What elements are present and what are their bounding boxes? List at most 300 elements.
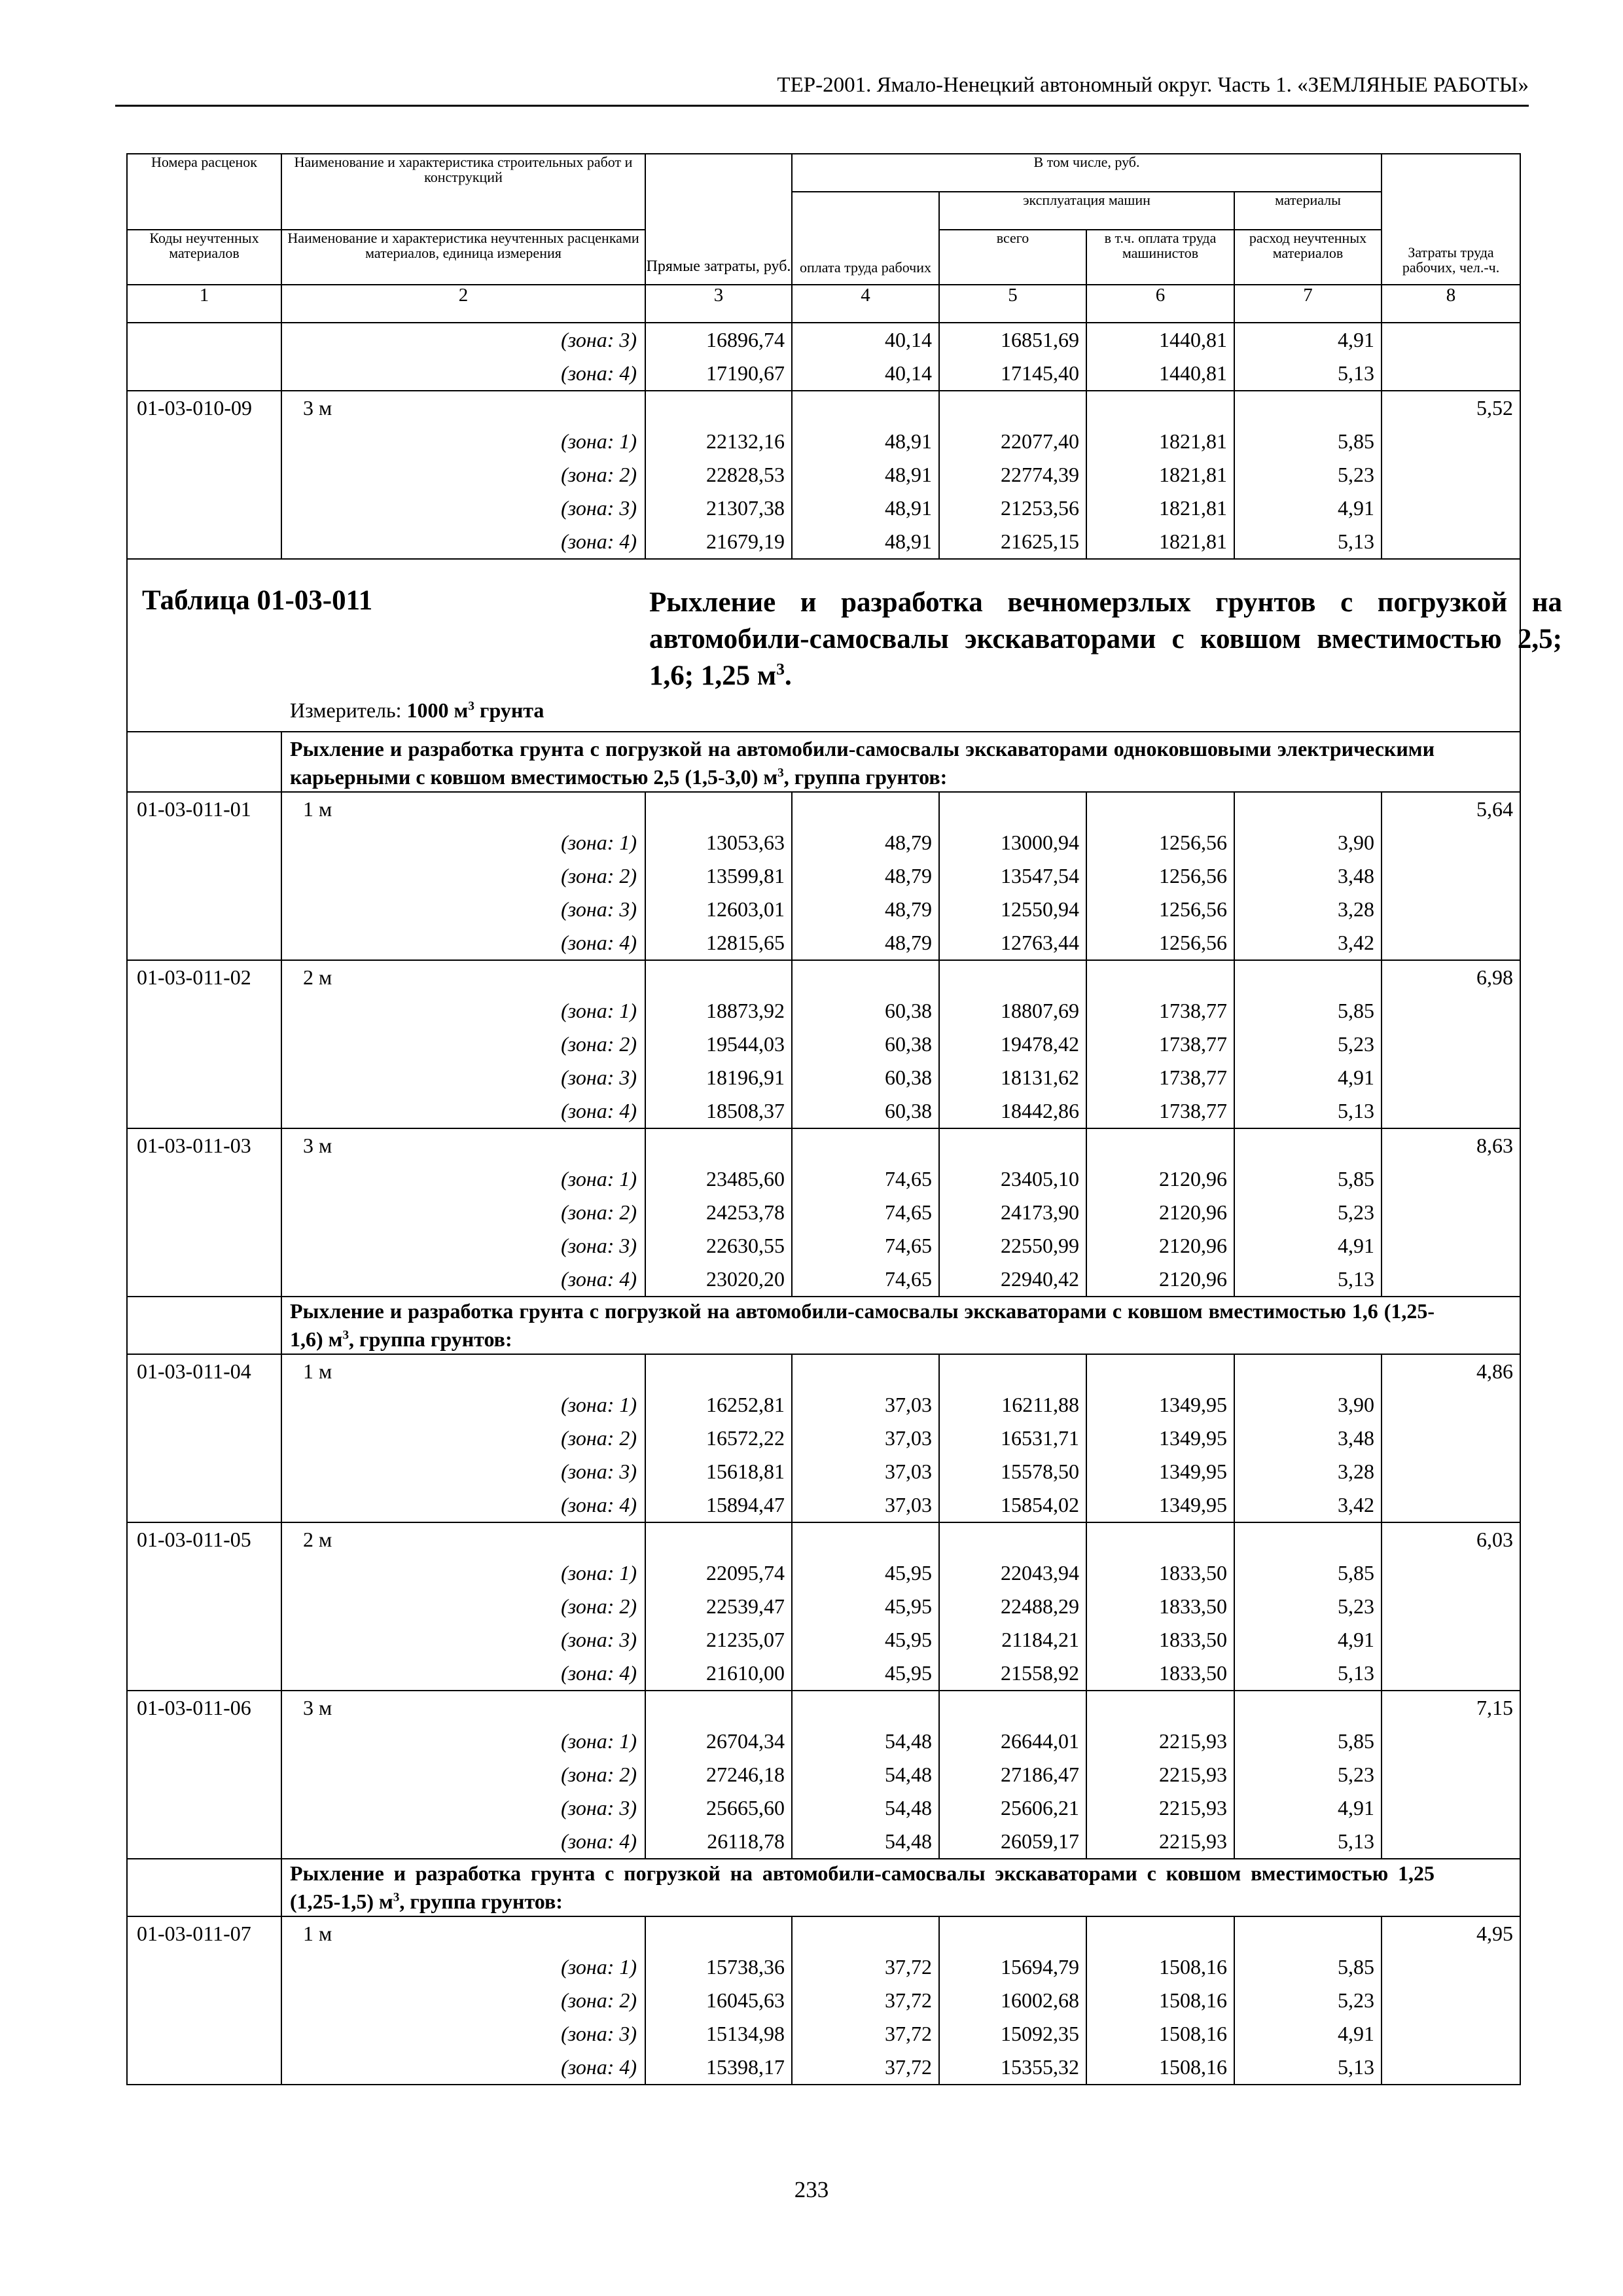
empty-cell bbox=[792, 1128, 939, 1162]
rate-code-cell bbox=[127, 1061, 281, 1094]
materials-value: 5,85 bbox=[1234, 994, 1382, 1028]
materials-value: 5,85 bbox=[1234, 1950, 1382, 1984]
labor-pay-value: 48,79 bbox=[792, 893, 939, 926]
materials-value: 3,90 bbox=[1234, 1388, 1382, 1422]
table-header bbox=[127, 154, 1520, 323]
direct-costs-value: 21679,19 bbox=[645, 525, 792, 559]
empty-cell bbox=[939, 1691, 1086, 1725]
rate-code-cell bbox=[127, 826, 281, 859]
machines-total-value: 18807,69 bbox=[939, 994, 1086, 1028]
materials-value: 4,91 bbox=[1234, 492, 1382, 525]
labor-pay-value: 37,72 bbox=[792, 2051, 939, 2085]
machines-total-value: 24173,90 bbox=[939, 1196, 1086, 1229]
empty-cell bbox=[1234, 1691, 1382, 1725]
machinists-pay-value: 1349,95 bbox=[1086, 1488, 1234, 1522]
direct-costs-value: 18873,92 bbox=[645, 994, 792, 1028]
direct-costs-value: 23020,20 bbox=[645, 1263, 792, 1297]
rate-code: 01-03-011-02 bbox=[127, 960, 281, 994]
direct-costs-value: 21610,00 bbox=[645, 1657, 792, 1691]
rate-code-cell bbox=[127, 2017, 281, 2051]
materials-value: 5,85 bbox=[1234, 1725, 1382, 1758]
table-row bbox=[127, 425, 1520, 458]
machines-total-value: 22043,94 bbox=[939, 1556, 1086, 1590]
column-number: 2 bbox=[281, 285, 645, 323]
zone-label: (зона: 2) bbox=[281, 859, 645, 893]
labor-pay-value: 45,95 bbox=[792, 1657, 939, 1691]
machinists-pay-value: 1738,77 bbox=[1086, 1028, 1234, 1061]
rate-code: 01-03-011-06 bbox=[127, 1691, 281, 1725]
machines-total-value: 18131,62 bbox=[939, 1061, 1086, 1094]
machinists-pay-value: 1349,95 bbox=[1086, 1455, 1234, 1488]
materials-value: 5,13 bbox=[1234, 357, 1382, 391]
direct-costs-value: 12603,01 bbox=[645, 893, 792, 926]
labor-pay-value: 48,79 bbox=[792, 859, 939, 893]
labor-hours-cell bbox=[1382, 926, 1520, 960]
materials-value: 5,23 bbox=[1234, 1590, 1382, 1623]
machinists-pay-value: 1833,50 bbox=[1086, 1623, 1234, 1657]
header-rate-numbers: Номера расценок bbox=[127, 154, 281, 230]
empty-cell bbox=[1086, 1354, 1234, 1388]
rate-code-cell bbox=[127, 1229, 281, 1263]
direct-costs-value: 23485,60 bbox=[645, 1162, 792, 1196]
materials-value: 5,23 bbox=[1234, 458, 1382, 492]
rate-code-cell bbox=[127, 1725, 281, 1758]
machines-total-value: 21184,21 bbox=[939, 1623, 1086, 1657]
machines-total-value: 15854,02 bbox=[939, 1488, 1086, 1522]
empty-cell bbox=[939, 960, 1086, 994]
materials-value: 4,91 bbox=[1234, 1061, 1382, 1094]
machinists-pay-value: 1508,16 bbox=[1086, 1950, 1234, 1984]
table-row bbox=[127, 826, 1520, 859]
section-text-end: , группа грунтов: bbox=[399, 1890, 563, 1913]
machinists-pay-value: 1833,50 bbox=[1086, 1657, 1234, 1691]
zone-label: (зона: 3) bbox=[281, 1455, 645, 1488]
machinists-pay-value: 2120,96 bbox=[1086, 1162, 1234, 1196]
labor-pay-value: 74,65 bbox=[792, 1229, 939, 1263]
table-row bbox=[127, 1388, 1520, 1422]
labor-hours-cell bbox=[1382, 1028, 1520, 1061]
running-head: ТЕР-2001. Ямало-Ненецкий автономный округ. Часть 1. «ЗЕМЛЯНЫЕ РАБОТЫ» bbox=[777, 73, 1529, 97]
empty-cell bbox=[645, 1522, 792, 1556]
table-title-sup: 3 bbox=[776, 659, 785, 679]
section-text-cell bbox=[281, 1297, 1520, 1354]
zone-label: (зона: 3) bbox=[281, 2017, 645, 2051]
direct-costs-value: 15618,81 bbox=[645, 1455, 792, 1488]
machines-total-value: 25606,21 bbox=[939, 1791, 1086, 1825]
table-id: Таблица 01-03-011 bbox=[142, 585, 373, 616]
machines-total-value: 15694,79 bbox=[939, 1950, 1086, 1984]
direct-costs-value: 21307,38 bbox=[645, 492, 792, 525]
materials-value: 5,23 bbox=[1234, 1984, 1382, 2017]
direct-costs-value: 22630,55 bbox=[645, 1229, 792, 1263]
page-number: 233 bbox=[794, 2177, 829, 2202]
rate-code-cell bbox=[127, 1950, 281, 1984]
empty-cell bbox=[939, 1522, 1086, 1556]
rate-name: 3 м bbox=[281, 1691, 645, 1725]
direct-costs-value: 24253,78 bbox=[645, 1196, 792, 1229]
zone-label: (зона: 1) bbox=[281, 1950, 645, 1984]
rate-name: 3 м bbox=[281, 1128, 645, 1162]
labor-pay-value: 54,48 bbox=[792, 1725, 939, 1758]
table-row bbox=[127, 893, 1520, 926]
empty-cell bbox=[1086, 960, 1234, 994]
labor-pay-value: 48,91 bbox=[792, 458, 939, 492]
section-text: Рыхление и разработка грунта с погрузкой на автомобили-самосвалы экскаваторами с ковшом вместимостью 1,6 (1,25-1,6) м bbox=[290, 1299, 1435, 1351]
rate-code-cell bbox=[127, 1422, 281, 1455]
rate-code-cell bbox=[127, 1028, 281, 1061]
table-row bbox=[127, 1984, 1520, 2017]
direct-costs-value: 19544,03 bbox=[645, 1028, 792, 1061]
machines-total-value: 18442,86 bbox=[939, 1094, 1086, 1128]
machines-total-value: 21558,92 bbox=[939, 1657, 1086, 1691]
rate-name: 1 м bbox=[281, 792, 645, 826]
table-row bbox=[127, 1229, 1520, 1263]
empty-cell bbox=[939, 391, 1086, 425]
empty-cell bbox=[1086, 1128, 1234, 1162]
labor-pay-value: 45,95 bbox=[792, 1623, 939, 1657]
section-description bbox=[282, 1859, 1520, 1916]
labor-pay-value: 48,91 bbox=[792, 525, 939, 559]
materials-value: 4,91 bbox=[1234, 1791, 1382, 1825]
machinists-pay-value: 2120,96 bbox=[1086, 1229, 1234, 1263]
header-including: В том числе, руб. bbox=[792, 154, 1382, 192]
zone-label: (зона: 2) bbox=[281, 1028, 645, 1061]
labor-pay-value: 48,79 bbox=[792, 926, 939, 960]
rate-item-row bbox=[127, 1354, 1520, 1388]
rate-item-row bbox=[127, 792, 1520, 826]
direct-costs-value: 22095,74 bbox=[645, 1556, 792, 1590]
empty-cell bbox=[792, 1522, 939, 1556]
labor-hours-value: 8,63 bbox=[1382, 1128, 1520, 1162]
rate-code-cell bbox=[127, 926, 281, 960]
direct-costs-value: 13599,81 bbox=[645, 859, 792, 893]
rate-code-cell bbox=[127, 1623, 281, 1657]
labor-hours-cell bbox=[1382, 1984, 1520, 2017]
empty-cell bbox=[939, 1128, 1086, 1162]
machines-total-value: 26644,01 bbox=[939, 1725, 1086, 1758]
rate-code-cell bbox=[127, 1791, 281, 1825]
table-row bbox=[127, 357, 1520, 391]
rate-code: 01-03-010-09 bbox=[127, 391, 281, 425]
labor-hours-cell bbox=[1382, 826, 1520, 859]
machines-total-value: 16531,71 bbox=[939, 1422, 1086, 1455]
zone-label: (зона: 2) bbox=[281, 1984, 645, 2017]
labor-hours-cell bbox=[1382, 1590, 1520, 1623]
labor-hours-value: 6,03 bbox=[1382, 1522, 1520, 1556]
section-code-cell bbox=[127, 1859, 281, 1916]
machinists-pay-value: 1256,56 bbox=[1086, 893, 1234, 926]
labor-pay-value: 54,48 bbox=[792, 1791, 939, 1825]
rate-code-cell bbox=[127, 1825, 281, 1859]
labor-pay-value: 37,72 bbox=[792, 2017, 939, 2051]
materials-value: 5,13 bbox=[1234, 1094, 1382, 1128]
machinists-pay-value: 2215,93 bbox=[1086, 1825, 1234, 1859]
machines-total-value: 15092,35 bbox=[939, 2017, 1086, 2051]
labor-hours-cell bbox=[1382, 525, 1520, 559]
zone-label: (зона: 4) bbox=[281, 2051, 645, 2085]
column-number: 3 bbox=[645, 285, 792, 323]
labor-hours-value: 5,64 bbox=[1382, 792, 1520, 826]
labor-hours-value: 5,52 bbox=[1382, 391, 1520, 425]
materials-value: 5,13 bbox=[1234, 525, 1382, 559]
materials-value: 5,13 bbox=[1234, 1263, 1382, 1297]
materials-value: 5,13 bbox=[1234, 2051, 1382, 2085]
section-text-cell bbox=[281, 732, 1520, 792]
empty-cell bbox=[645, 1916, 792, 1950]
machinists-pay-value: 1833,50 bbox=[1086, 1556, 1234, 1590]
labor-pay-value: 37,72 bbox=[792, 1984, 939, 2017]
machines-total-value: 22550,99 bbox=[939, 1229, 1086, 1263]
labor-pay-value: 54,48 bbox=[792, 1825, 939, 1859]
rate-name: 2 м bbox=[281, 1522, 645, 1556]
machinists-pay-value: 2215,93 bbox=[1086, 1791, 1234, 1825]
rate-code-cell bbox=[127, 859, 281, 893]
direct-costs-value: 22539,47 bbox=[645, 1590, 792, 1623]
labor-hours-cell bbox=[1382, 1623, 1520, 1657]
labor-pay-value: 48,79 bbox=[792, 826, 939, 859]
labor-hours-cell bbox=[1382, 1455, 1520, 1488]
zone-label: (зона: 1) bbox=[281, 1388, 645, 1422]
table-row bbox=[127, 1556, 1520, 1590]
empty-cell bbox=[1234, 1916, 1382, 1950]
empty-cell bbox=[939, 1354, 1086, 1388]
machines-total-value: 22488,29 bbox=[939, 1590, 1086, 1623]
labor-hours-value: 6,98 bbox=[1382, 960, 1520, 994]
machinists-pay-value: 1508,16 bbox=[1086, 2051, 1234, 2085]
direct-costs-value: 27246,18 bbox=[645, 1758, 792, 1791]
labor-hours-cell bbox=[1382, 1229, 1520, 1263]
zone-label: (зона: 4) bbox=[281, 1094, 645, 1128]
direct-costs-value: 22828,53 bbox=[645, 458, 792, 492]
empty-cell bbox=[1234, 792, 1382, 826]
machinists-pay-value: 2215,93 bbox=[1086, 1758, 1234, 1791]
labor-hours-cell bbox=[1382, 1061, 1520, 1094]
zone-label: (зона: 1) bbox=[281, 826, 645, 859]
zone-label: (зона: 4) bbox=[281, 926, 645, 960]
header-direct-costs: Прямые затраты, руб. bbox=[645, 154, 792, 285]
zone-label: (зона: 3) bbox=[281, 1061, 645, 1094]
table-row bbox=[127, 1791, 1520, 1825]
labor-pay-value: 60,38 bbox=[792, 1094, 939, 1128]
zone-label: (зона: 3) bbox=[281, 1791, 645, 1825]
rate-code-cell bbox=[127, 357, 281, 391]
labor-hours-cell bbox=[1382, 1162, 1520, 1196]
labor-hours-cell bbox=[1382, 1556, 1520, 1590]
zone-label: (зона: 1) bbox=[281, 994, 645, 1028]
table-row bbox=[127, 492, 1520, 525]
column-number: 7 bbox=[1234, 285, 1382, 323]
section-text: Рыхление и разработка грунта с погрузкой на автомобили-самосвалы экскаваторами одноковшовыми электрическими карьерными с ковшом вместимостью 2,5 (1,5-3,0) м bbox=[290, 737, 1435, 789]
labor-pay-value: 37,72 bbox=[792, 1950, 939, 1984]
column-number: 4 bbox=[792, 285, 939, 323]
table-row bbox=[127, 1825, 1520, 1859]
table-title-text: Рыхление и разработка вечномерзлых грунтов с погрузкой на автомобили-самосвалы экскаваторами с ковшом вместимостью 2,5; 1,6; 1,25 м bbox=[649, 587, 1562, 691]
section-text-end: , группа грунтов: bbox=[349, 1327, 512, 1351]
section-code-cell bbox=[127, 732, 281, 792]
zone-label: (зона: 4) bbox=[281, 1263, 645, 1297]
direct-costs-value: 12815,65 bbox=[645, 926, 792, 960]
empty-cell bbox=[1234, 391, 1382, 425]
zone-label: (зона: 2) bbox=[281, 1422, 645, 1455]
section-description-row bbox=[127, 1297, 1520, 1354]
rate-code: 01-03-011-01 bbox=[127, 792, 281, 826]
rate-code-cell bbox=[127, 1758, 281, 1791]
header-unaccounted-names: Наименование и характеристика неучтенных расценками материалов, единица измерения bbox=[281, 230, 645, 285]
direct-costs-value: 26704,34 bbox=[645, 1725, 792, 1758]
materials-value: 5,23 bbox=[1234, 1196, 1382, 1229]
empty-cell bbox=[1086, 391, 1234, 425]
machines-total-value: 16851,69 bbox=[939, 323, 1086, 357]
machinists-pay-value: 1738,77 bbox=[1086, 1094, 1234, 1128]
rate-item-row bbox=[127, 1691, 1520, 1725]
machines-total-value: 22940,42 bbox=[939, 1263, 1086, 1297]
labor-hours-cell bbox=[1382, 1825, 1520, 1859]
zone-label: (зона: 4) bbox=[281, 1488, 645, 1522]
materials-value: 5,23 bbox=[1234, 1028, 1382, 1061]
direct-costs-value: 16896,74 bbox=[645, 323, 792, 357]
labor-hours-cell bbox=[1382, 425, 1520, 458]
machinists-pay-value: 1256,56 bbox=[1086, 926, 1234, 960]
rate-code-cell bbox=[127, 1488, 281, 1522]
rate-code-cell bbox=[127, 1657, 281, 1691]
machines-total-value: 26059,17 bbox=[939, 1825, 1086, 1859]
machinists-pay-value: 1821,81 bbox=[1086, 458, 1234, 492]
materials-value: 3,42 bbox=[1234, 1488, 1382, 1522]
direct-costs-value: 18196,91 bbox=[645, 1061, 792, 1094]
meter-sup: 3 bbox=[468, 699, 474, 713]
machinists-pay-value: 2120,96 bbox=[1086, 1196, 1234, 1229]
labor-hours-cell bbox=[1382, 1388, 1520, 1422]
labor-pay-value: 40,14 bbox=[792, 357, 939, 391]
direct-costs-value: 22132,16 bbox=[645, 425, 792, 458]
rate-item-row bbox=[127, 1522, 1520, 1556]
rate-code-cell bbox=[127, 2051, 281, 2085]
empty-cell bbox=[645, 792, 792, 826]
labor-hours-cell bbox=[1382, 1422, 1520, 1455]
rate-code-cell bbox=[127, 893, 281, 926]
machines-total-value: 23405,10 bbox=[939, 1162, 1086, 1196]
labor-hours-cell bbox=[1382, 1657, 1520, 1691]
column-number: 8 bbox=[1382, 285, 1520, 323]
zone-label: (зона: 1) bbox=[281, 1556, 645, 1590]
materials-value: 4,91 bbox=[1234, 323, 1382, 357]
rate-code-cell bbox=[127, 425, 281, 458]
materials-value: 3,48 bbox=[1234, 1422, 1382, 1455]
machines-total-value: 16002,68 bbox=[939, 1984, 1086, 2017]
direct-costs-value: 17190,67 bbox=[645, 357, 792, 391]
empty-cell bbox=[645, 1128, 792, 1162]
empty-cell bbox=[792, 391, 939, 425]
empty-cell bbox=[1234, 1354, 1382, 1388]
labor-hours-cell bbox=[1382, 2051, 1520, 2085]
rate-code-cell bbox=[127, 1196, 281, 1229]
materials-value: 3,48 bbox=[1234, 859, 1382, 893]
header-machinist-pay: в т.ч. оплата труда машинистов bbox=[1086, 230, 1234, 285]
header-unaccounted-codes: Коды неучтенных материалов bbox=[127, 230, 281, 285]
machines-total-value: 19478,42 bbox=[939, 1028, 1086, 1061]
section-text-cell bbox=[281, 1859, 1520, 1916]
table-row bbox=[127, 994, 1520, 1028]
direct-costs-value: 13053,63 bbox=[645, 826, 792, 859]
rate-code: 01-03-011-05 bbox=[127, 1522, 281, 1556]
rate-code: 01-03-011-07 bbox=[127, 1916, 281, 1950]
labor-pay-value: 60,38 bbox=[792, 1028, 939, 1061]
zone-label: (зона: 2) bbox=[281, 458, 645, 492]
table-heading bbox=[127, 559, 1562, 732]
table-row bbox=[127, 525, 1520, 559]
materials-value: 5,13 bbox=[1234, 1825, 1382, 1859]
table-title bbox=[649, 584, 1562, 694]
zone-label: (зона: 2) bbox=[281, 1758, 645, 1791]
section-description-row bbox=[127, 1859, 1520, 1916]
zone-label: (зона: 4) bbox=[281, 1657, 645, 1691]
empty-cell bbox=[939, 1916, 1086, 1950]
labor-pay-value: 37,03 bbox=[792, 1388, 939, 1422]
section-text: Рыхление и разработка грунта с погрузкой на автомобили-самосвалы экскаваторами с ковшом вместимостью 1,25 (1,25-1,5) м bbox=[290, 1861, 1435, 1913]
zone-label: (зона: 4) bbox=[281, 525, 645, 559]
section-description bbox=[282, 732, 1520, 791]
labor-pay-value: 37,03 bbox=[792, 1488, 939, 1522]
labor-pay-value: 54,48 bbox=[792, 1758, 939, 1791]
table-row bbox=[127, 323, 1520, 357]
table-row bbox=[127, 1094, 1520, 1128]
zone-label: (зона: 1) bbox=[281, 1725, 645, 1758]
header-labor-pay: оплата труда рабочих bbox=[792, 192, 939, 285]
table-row bbox=[127, 1455, 1520, 1488]
machinists-pay-value: 1349,95 bbox=[1086, 1422, 1234, 1455]
header-machine-operation: эксплуатация машин bbox=[939, 192, 1234, 230]
machinists-pay-value: 2120,96 bbox=[1086, 1263, 1234, 1297]
machines-total-value: 16211,88 bbox=[939, 1388, 1086, 1422]
sections bbox=[127, 732, 1520, 2085]
table-row bbox=[127, 2017, 1520, 2051]
rate-name: 3 м bbox=[281, 391, 645, 425]
labor-hours-cell bbox=[1382, 323, 1520, 357]
empty-cell bbox=[792, 960, 939, 994]
labor-hours-value: 7,15 bbox=[1382, 1691, 1520, 1725]
machinists-pay-value: 2215,93 bbox=[1086, 1725, 1234, 1758]
empty-cell bbox=[645, 391, 792, 425]
labor-pay-value: 74,65 bbox=[792, 1196, 939, 1229]
table-row bbox=[127, 1061, 1520, 1094]
labor-pay-value: 45,95 bbox=[792, 1590, 939, 1623]
section-text-sup: 3 bbox=[777, 766, 784, 780]
section-text-sup: 3 bbox=[342, 1328, 349, 1342]
header-total: всего bbox=[939, 230, 1086, 285]
labor-hours-cell bbox=[1382, 1196, 1520, 1229]
rate-name: 2 м bbox=[281, 960, 645, 994]
direct-costs-value: 15894,47 bbox=[645, 1488, 792, 1522]
rate-code-cell bbox=[127, 323, 281, 357]
rate-item-row bbox=[127, 960, 1520, 994]
empty-cell bbox=[1234, 1128, 1382, 1162]
machines-total-value: 27186,47 bbox=[939, 1758, 1086, 1791]
machinists-pay-value: 1738,77 bbox=[1086, 994, 1234, 1028]
empty-cell bbox=[1086, 1916, 1234, 1950]
materials-value: 3,28 bbox=[1234, 1455, 1382, 1488]
rate-code-cell bbox=[127, 1388, 281, 1422]
meter-unit: грунта bbox=[474, 698, 544, 722]
empty-cell bbox=[792, 1354, 939, 1388]
empty-cell bbox=[939, 792, 1086, 826]
header-work-name: Наименование и характеристика строительных работ и конструкций bbox=[281, 154, 645, 230]
materials-value: 4,91 bbox=[1234, 1229, 1382, 1263]
labor-hours-cell bbox=[1382, 357, 1520, 391]
table-row bbox=[127, 1623, 1520, 1657]
rate-code-cell bbox=[127, 1984, 281, 2017]
rate-code-cell bbox=[127, 1263, 281, 1297]
machinists-pay-value: 1440,81 bbox=[1086, 357, 1234, 391]
